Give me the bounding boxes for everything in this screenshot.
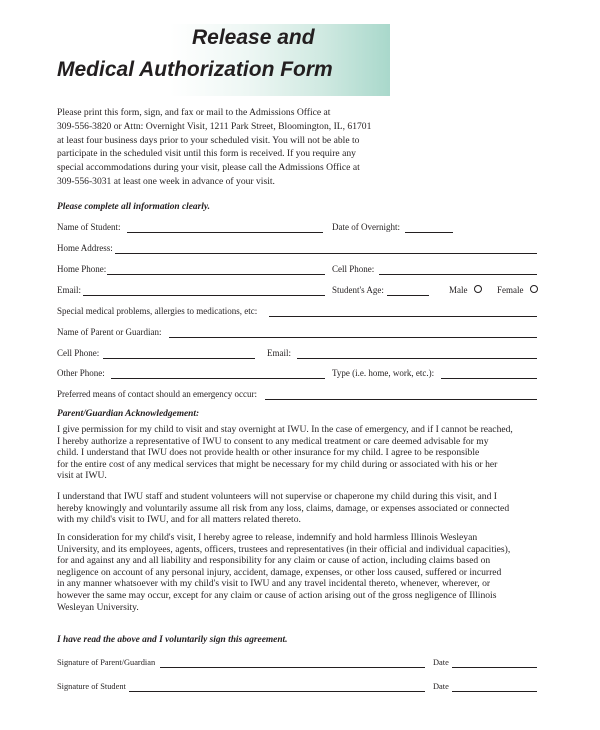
special-medical-field[interactable] — [269, 316, 537, 317]
female-label: Female — [497, 285, 524, 295]
ack-line: negligence on account of any personal injury, accident, damage, expenses, or other loss caused, suffered or incurred — [57, 566, 502, 578]
row-other-phone — [57, 368, 547, 382]
row-home-phone — [57, 264, 547, 278]
ack-line: In consideration for my child's visit, I hereby agree to release, indemnify and hold harmless Illinois Wesleyan — [57, 532, 478, 543]
home-phone-label: Home Phone: — [57, 264, 107, 274]
student-date-label: Date — [433, 682, 449, 691]
parent-signature-field[interactable] — [160, 667, 425, 668]
parent-signature-label: Signature of Parent/Guardian — [57, 658, 156, 667]
email-field[interactable] — [83, 295, 325, 296]
ack-line: I understand that IWU staff and student volunteers will not supervise or chaperone my child during this visit, and I — [57, 491, 497, 502]
ack-paragraph-3 — [57, 532, 547, 613]
students-age-field[interactable] — [387, 295, 429, 296]
ack-paragraph-2 — [57, 491, 547, 526]
ack-line: University, and its employees, agents, officers, trustees and representatives (in their official and individual capacities), — [57, 543, 511, 555]
date-overnight-field[interactable] — [405, 232, 453, 233]
row-special-medical — [57, 306, 547, 320]
instruction-text: Please complete all information clearly. — [57, 202, 211, 212]
parent-date-field[interactable] — [452, 667, 537, 668]
male-radio-icon[interactable] — [474, 285, 482, 293]
intro-line: special accommodations during your visit, please call the Admissions Office at — [57, 162, 360, 174]
intro-line: 309-556-3820 or Attn: Overnight Visit, 1211 Park Street, Bloomington, IL, 61701 — [57, 120, 372, 132]
date-overnight-label: Date of Overnight: — [332, 222, 400, 232]
title-line-1: Release and — [192, 26, 315, 49]
intro-line: at least four business days prior to your scheduled visit. You will not be able to — [57, 134, 360, 146]
female-option[interactable] — [497, 285, 524, 295]
ack-line: I give permission for my child to visit and stay overnight at IWU. In the case of emergency, and if I cannot be reached, — [57, 424, 513, 435]
ack-paragraph-1 — [57, 424, 547, 482]
row-student-signature — [57, 682, 547, 694]
parent-date-label: Date — [433, 658, 449, 667]
home-phone-field[interactable] — [107, 274, 325, 275]
intro-line: Please print this form, sign, and fax or mail to the Admissions Office at — [57, 107, 331, 118]
acknowledgement-heading: Parent/Guardian Acknowledgement: — [57, 409, 200, 419]
student-date-field[interactable] — [452, 691, 537, 692]
parent-email-label: Email: — [267, 348, 291, 358]
ack-line: in any manner whatsoever with my child's visit to IWU and any travel incidental thereto, whenever, wherever, or — [57, 578, 491, 590]
parent-name-field[interactable] — [169, 337, 537, 338]
row-parent-cell — [57, 348, 547, 362]
ack-line: I hereby authorize a representative of IWU to consent to any medical treatment or care deemed advisable for my — [57, 435, 489, 447]
other-phone-field[interactable] — [111, 378, 325, 379]
student-signature-label: Signature of Student — [57, 682, 126, 691]
parent-name-label: Name of Parent or Guardian: — [57, 327, 162, 337]
female-radio-icon[interactable] — [530, 285, 538, 293]
row-home-address — [57, 243, 547, 257]
row-student — [57, 222, 547, 236]
male-option[interactable] — [449, 285, 468, 295]
students-age-label: Student's Age: — [332, 285, 384, 295]
agreement-text: I have read the above and I voluntarily sign this agreement. — [57, 635, 288, 645]
row-preferred-contact — [57, 389, 547, 403]
row-parent-signature — [57, 658, 547, 670]
home-address-label: Home Address: — [57, 243, 113, 253]
student-name-label: Name of Student: — [57, 222, 121, 232]
type-field[interactable] — [441, 378, 537, 379]
male-label: Male — [449, 285, 468, 295]
ack-line: hereby knowingly and voluntarily assume all risk from any loss, claims, damage, or expenses associated or connected — [57, 502, 510, 514]
ack-line: Wesleyan University. — [57, 601, 139, 613]
preferred-contact-field[interactable] — [265, 399, 537, 400]
parent-cell-label: Cell Phone: — [57, 348, 100, 358]
ack-line: for the entire cost of any medical services that might be necessary for my child during or associated with his or her — [57, 458, 498, 470]
parent-cell-field[interactable] — [103, 358, 255, 359]
intro-paragraph — [57, 106, 387, 189]
special-medical-label: Special medical problems, allergies to medications, etc: — [57, 306, 258, 316]
ack-line: visit at IWU. — [57, 470, 107, 482]
ack-line: for and against any and all liability and responsibility for any claim or cause of action, including claims based on — [57, 555, 491, 567]
ack-line: with my child's visit to IWU, and for all matters related thereto. — [57, 514, 301, 526]
student-signature-field[interactable] — [129, 691, 425, 692]
other-phone-label: Other Phone: — [57, 368, 105, 378]
parent-email-field[interactable] — [297, 358, 537, 359]
email-label: Email: — [57, 285, 81, 295]
type-label: Type (i.e. home, work, etc.): — [332, 368, 435, 378]
ack-line: however the same may occur, except for any claim or cause of action arising out of the gross negligence of Illinois — [57, 589, 497, 601]
row-email — [57, 285, 547, 299]
cell-phone-label: Cell Phone: — [332, 264, 375, 274]
student-name-field[interactable] — [127, 232, 323, 233]
ack-line: child. I understand that IWU does not provide health or other insurance for my child. I agree to be responsible — [57, 447, 480, 459]
title-line-2: Medical Authorization Form — [57, 58, 333, 81]
row-parent-name — [57, 327, 547, 341]
home-address-field[interactable] — [115, 253, 537, 254]
intro-line: participate in the scheduled visit until this form is received. If you require any — [57, 148, 356, 160]
preferred-contact-label: Preferred means of contact should an emergency occur: — [57, 389, 257, 399]
cell-phone-field[interactable] — [379, 274, 537, 275]
intro-line: 309-556-3031 at least one week in advance of your visit. — [57, 175, 275, 187]
